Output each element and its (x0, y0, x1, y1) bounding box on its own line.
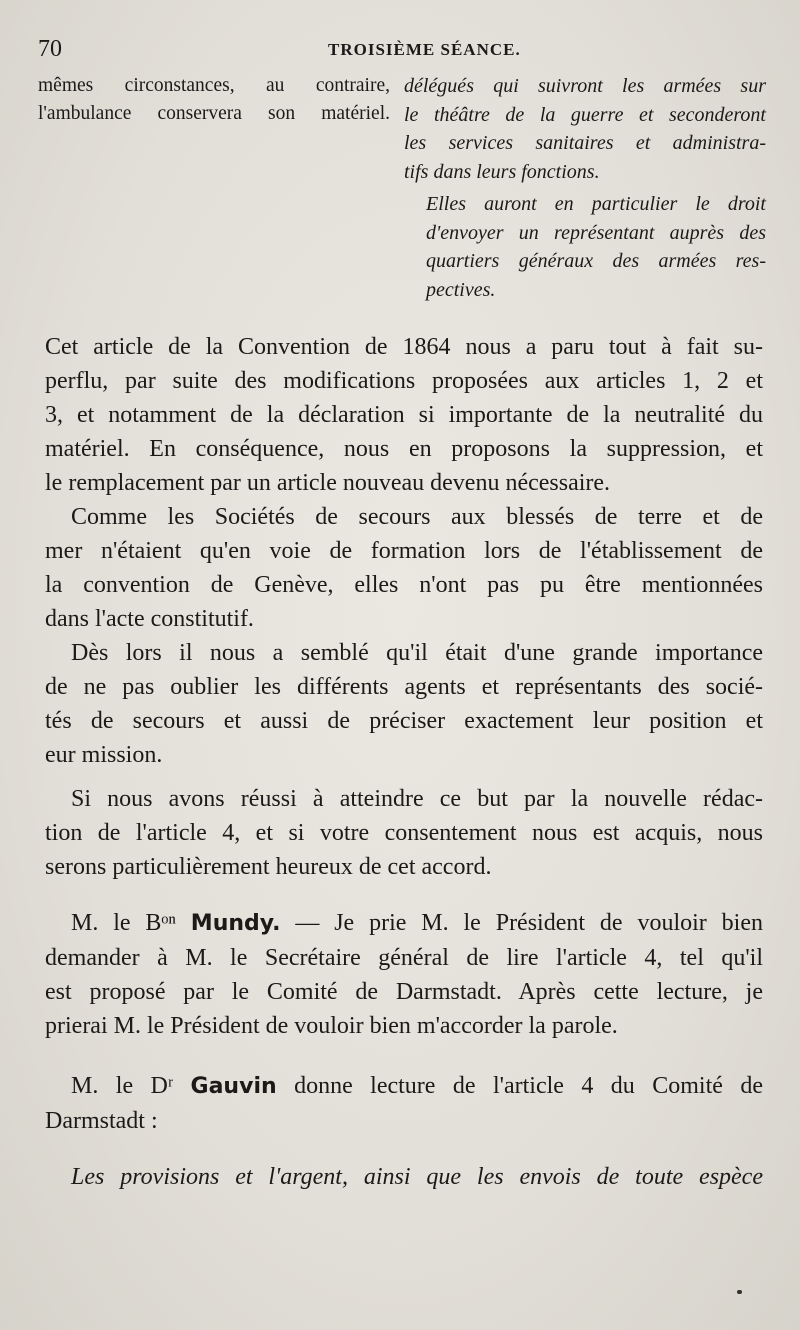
page-header (38, 36, 768, 66)
paragraph-7 (45, 1160, 763, 1194)
text-line: demander à M. le Secrétaire général de lire l'article 4, tel qu'il (45, 945, 763, 971)
text-line: tion de l'article 4, et si votre consentement nous est acquis, nous (45, 820, 763, 846)
text-line: Si nous avons réussi à atteindre ce but par la nouvelle rédac- (71, 786, 763, 812)
text-line: prierai M. le Président de vouloir bien m'accorder la parole. (45, 1013, 618, 1039)
paragraph-1 (45, 330, 763, 500)
right-line: tifs dans leurs fonctions. (404, 160, 600, 183)
text-line: Cet article de la Convention de 1864 nous a paru tout à fait su- (45, 334, 763, 360)
right-line: quartiers généraux des armées res- (426, 250, 766, 272)
text-line: matériel. En conséquence, nous en proposons la suppression, et (45, 436, 763, 462)
text-line: perflu, par suite des modifications proposées aux articles 1, 2 et (45, 368, 763, 394)
speaker-rest: donne lecture de l'article 4 du Comité de (276, 1073, 763, 1099)
text-line: mer n'étaient qu'en voie de formation lors de l'établissement de (45, 538, 763, 564)
right-line: Elles auront en particulier le droit (426, 193, 766, 215)
ink-speck (737, 1290, 742, 1294)
text-line: serons particulièrement heureux de cet accord. (45, 854, 492, 880)
right-line: les services sanitaires et administra- (404, 132, 766, 154)
right-paragraph-1 (404, 72, 766, 186)
left-line: mêmes circonstances, au contraire, (38, 75, 390, 96)
spacer (45, 772, 763, 782)
speaker-name: Mundy. (190, 911, 281, 936)
spacer (45, 1138, 763, 1160)
paragraph-4 (45, 782, 763, 884)
spacer (45, 884, 763, 906)
text-line: Comme les Sociétés de secours aux blessés de terre et de (71, 504, 763, 530)
two-column-section (38, 72, 766, 302)
running-head: TROISIÈME SÉANCE. (328, 40, 521, 59)
text-line: Les provisions et l'argent, ainsi que les envois de toute espèce (71, 1164, 763, 1190)
text-line: eur mission. (45, 742, 163, 768)
right-column (404, 72, 766, 304)
text-line: de ne pas oublier les différents agents et représentants des socié- (45, 674, 763, 700)
text-line: Darmstadt : (45, 1108, 158, 1134)
speaker-prefix: M. le Bᵒⁿ (71, 910, 191, 936)
speaker-line (45, 1069, 763, 1104)
text-line: dans l'acte constitutif. (45, 606, 254, 632)
left-line: l'ambulance conservera son matériel. (38, 103, 390, 124)
text-line: la convention de Genève, elles n'ont pas pu être mentionnées (45, 572, 763, 598)
text-line: 3, et notamment de la déclaration si importante de la neutralité du (45, 402, 763, 428)
right-line: le théâtre de la guerre et seconderont (404, 103, 766, 126)
speaker-prefix: M. le Dʳ (71, 1073, 191, 1099)
text-line: tés de secours et aussi de préciser exactement leur position et (45, 708, 763, 734)
right-line: pectives. (426, 278, 496, 301)
paragraph-5 (45, 906, 763, 1043)
text-line: le remplacement par un article nouveau devenu nécessaire. (45, 470, 611, 496)
paragraph-3 (45, 636, 763, 772)
speaker-line (45, 906, 763, 941)
paragraph-2 (45, 500, 763, 636)
left-column (38, 72, 390, 128)
page-number: 70 (38, 36, 62, 62)
text-line: Dès lors il nous a semblé qu'il était d'une grande importance (71, 640, 763, 666)
right-line: délégués qui suivront les armées sur (404, 75, 766, 97)
text-line: est proposé par le Comité de Darmstadt. Après cette lecture, je (45, 979, 763, 1005)
speaker-name: Gauvin (190, 1074, 277, 1099)
right-line: d'envoyer un représentant auprès des (426, 221, 766, 244)
paragraph-6 (45, 1069, 763, 1138)
main-text (45, 330, 763, 1194)
speaker-rest: — Je prie M. le Président de vouloir bien (280, 910, 763, 936)
right-paragraph-2 (404, 190, 766, 304)
spacer (45, 1043, 763, 1069)
